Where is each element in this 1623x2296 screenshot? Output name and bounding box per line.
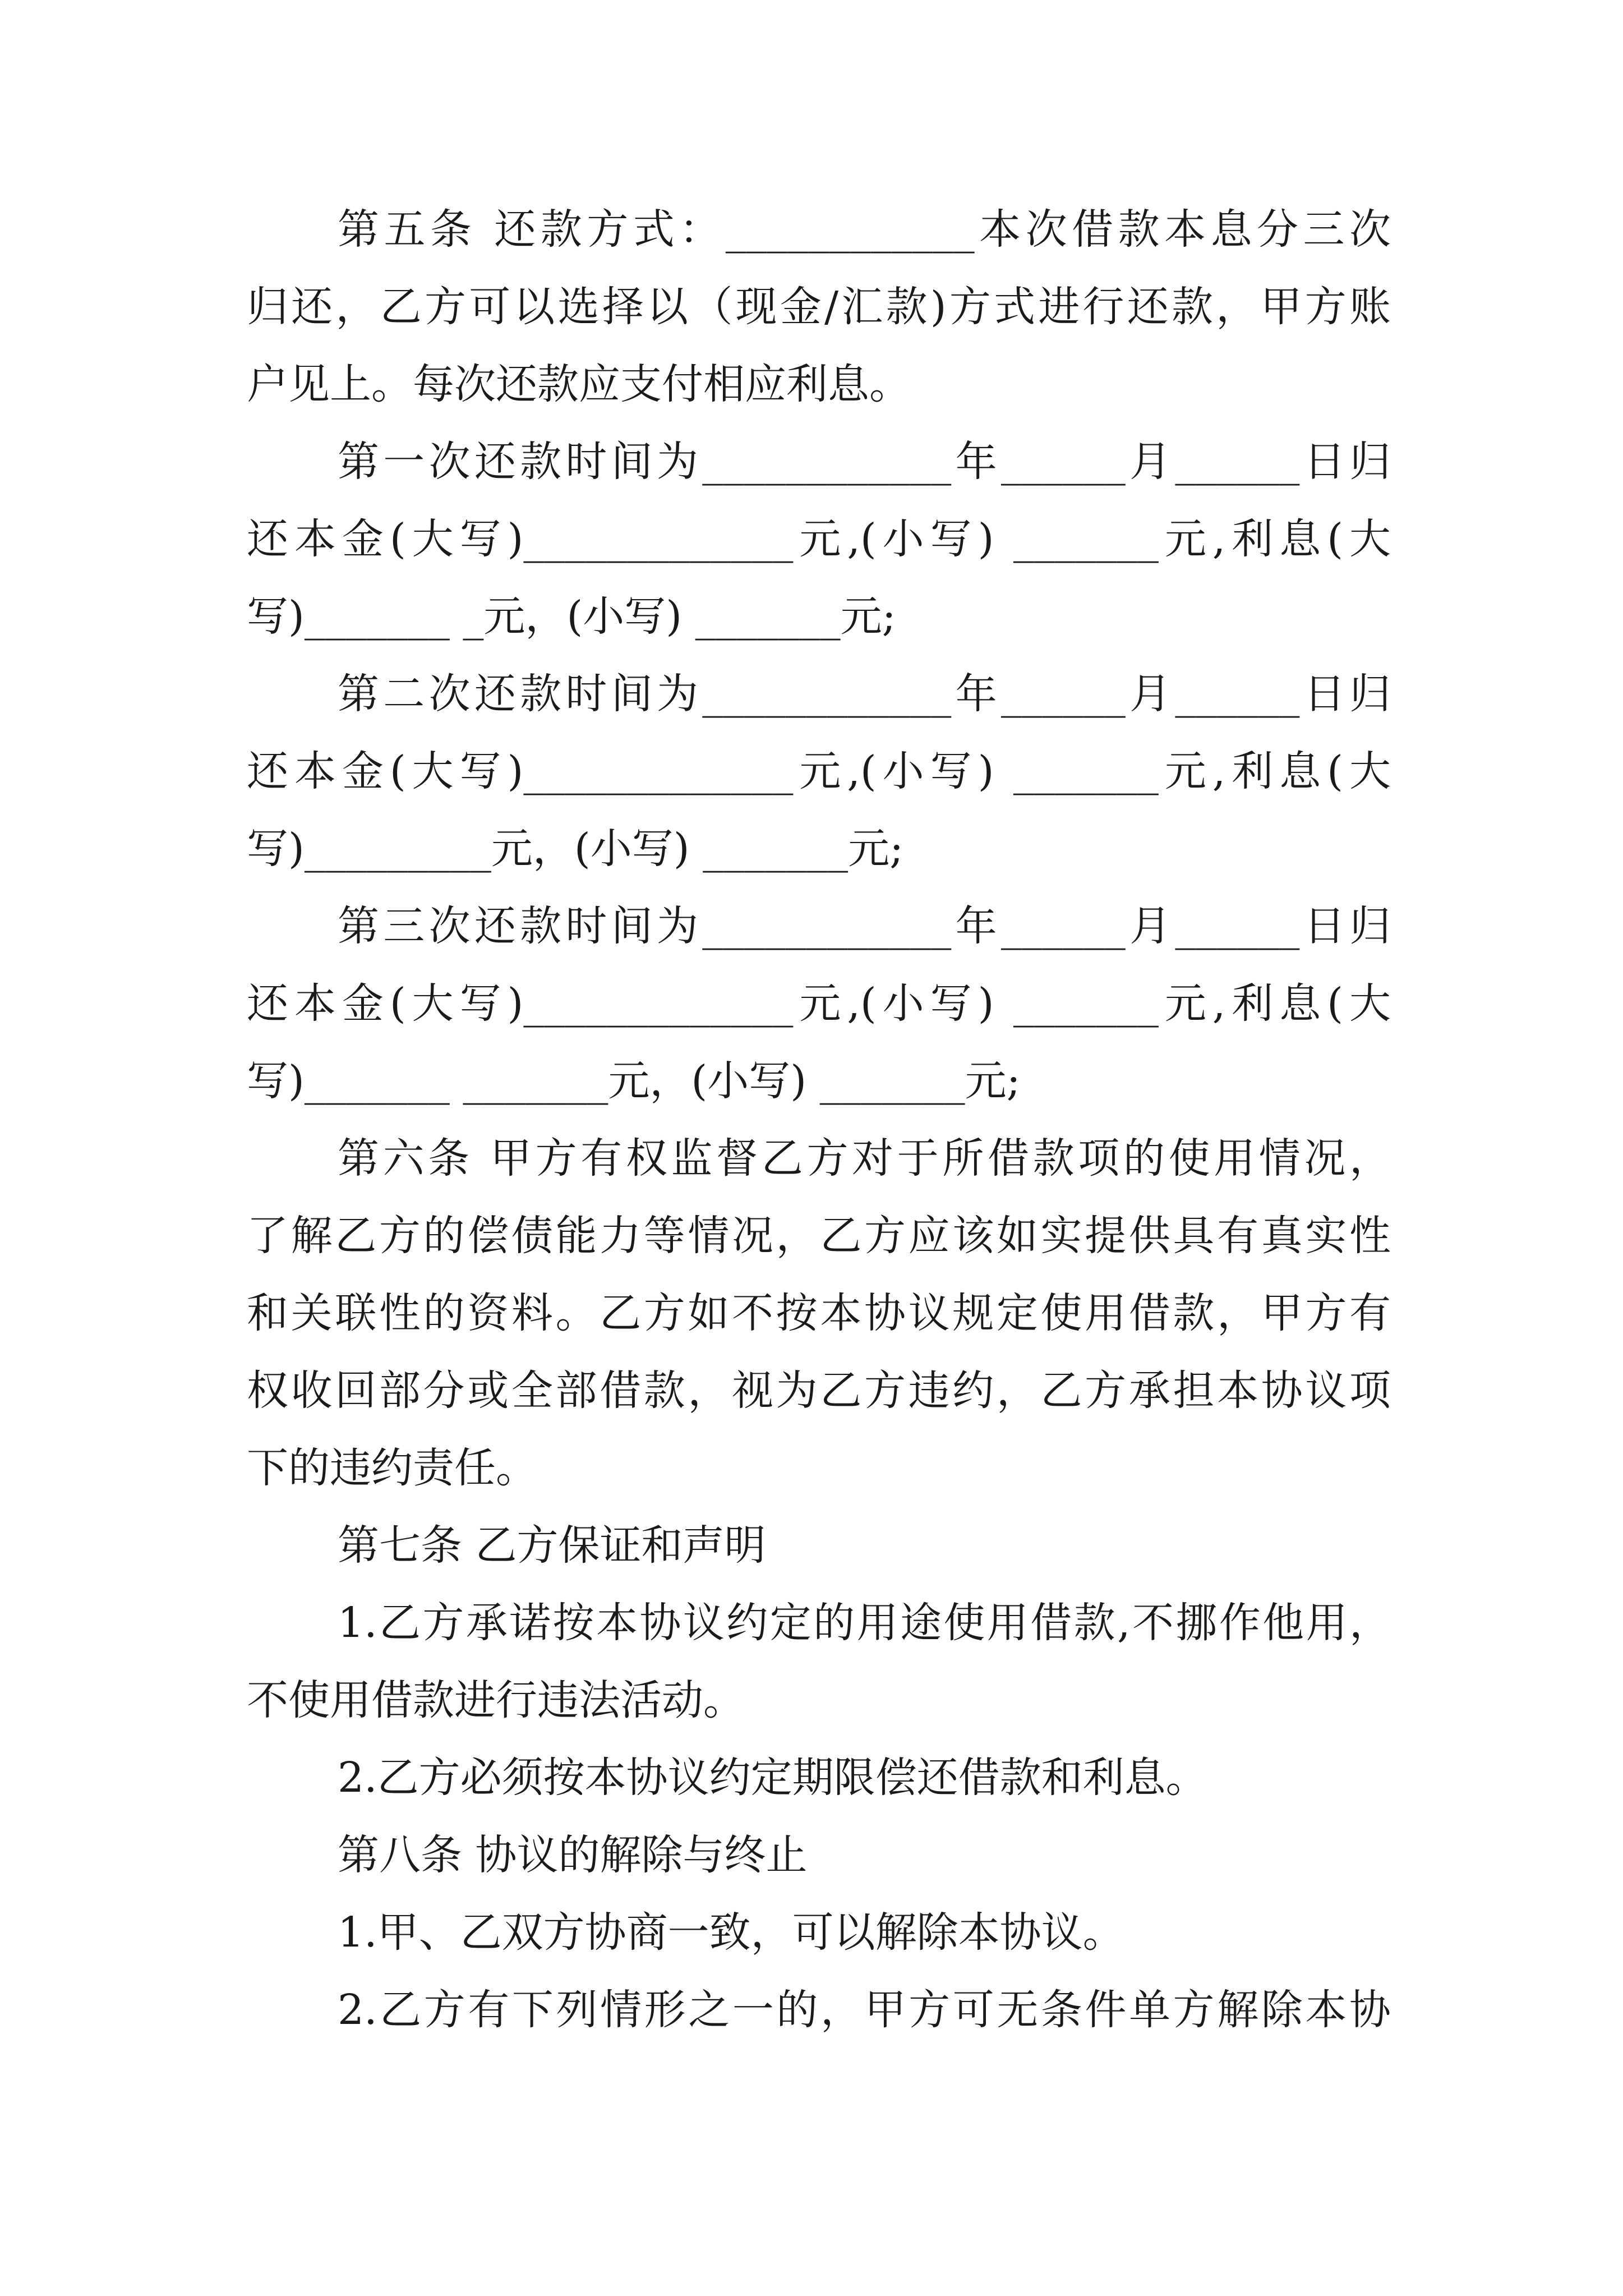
text-line: 户见上。每次还款应支付相应利息。: [247, 360, 911, 408]
text-line: 第六条 甲方有权监督乙方对于所借款项的使用情况，: [338, 1134, 1391, 1182]
text-line: 还本金(大写)_____________元,(小写) _______元,利息(大: [247, 747, 1391, 795]
text-line: 1.乙方承诺按本协议约定的用途使用借款,不挪作他用，: [338, 1599, 1391, 1647]
text-line: 下的违约责任。: [247, 1444, 537, 1492]
text-line: 第五条 还款方式：____________本次借款本息分三次: [338, 205, 1391, 254]
text-line: 1.甲、乙双方协商一致，可以解除本协议。: [338, 1908, 1124, 1957]
document-page: [247, 191, 1391, 2049]
text-line: 还本金(大写)_____________元,(小写) _______元,利息(大: [247, 979, 1391, 1028]
section-heading: 第八条 协议的解除与终止: [338, 1831, 808, 1879]
text-line: 第一次还款时间为____________年______月______日归: [338, 438, 1391, 486]
text-line: 第二次还款时间为____________年______月______日归: [338, 670, 1391, 718]
text-line: 了解乙方的偿债能力等情况，乙方应该如实提供具有真实性: [247, 1212, 1391, 1260]
text-line: 2.乙方必须按本协议约定期限偿还借款和利息。: [338, 1754, 1207, 1802]
text-line: 写)_______ _元，(小写) _______元;: [247, 592, 896, 641]
text-line: 还本金(大写)_____________元,(小写) _______元,利息(大: [247, 515, 1391, 563]
text-line: 归还，乙方可以选择以（现金/汇款)方式进行还款，甲方账: [247, 283, 1391, 331]
section-heading: 第七条 乙方保证和声明: [338, 1521, 766, 1570]
text-line: 写)_________元，(小写) _______元;: [247, 825, 904, 873]
text-line: 写)_______ _______元，(小写) _______元;: [247, 1057, 1021, 1105]
text-line: 不使用借款进行违法活动。: [247, 1676, 745, 1724]
text-line: 和关联性的资料。乙方如不按本协议规定使用借款，甲方有: [247, 1289, 1391, 1337]
text-line: 第三次还款时间为____________年______月______日归: [338, 902, 1391, 950]
text-line: 权收回部分或全部借款，视为乙方违约，乙方承担本协议项: [247, 1366, 1391, 1415]
text-line: 2.乙方有下列情形之一的，甲方可无条件单方解除本协: [338, 1986, 1391, 2034]
